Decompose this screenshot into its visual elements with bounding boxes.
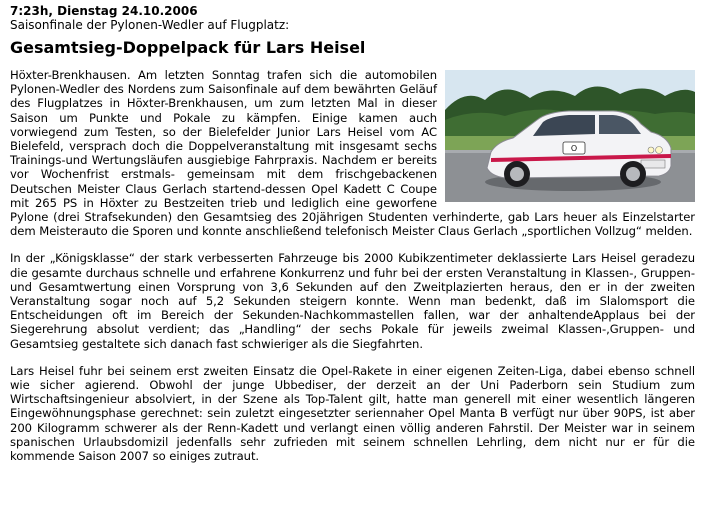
race-car-photo: [445, 70, 695, 202]
article-headline: Gesamtsieg-Doppelpack für Lars Heisel: [10, 38, 366, 57]
article-paragraph-1: Höxter-Brenkhausen. Am letzten Sonntag trafen sich die automobilen Pylonen-Wedler des Nordens zum Saisonfinale auf dem bewährten Geläuf des Flugplatzes in Höxter-Brenkhausen, um zum letzten Mal in dieser Saison um Punkte und Pokale zu kämpfen. Einige kamen auch vorwiegend zum Testen, so der Bielefelder Junior Lars Heisel vom AC Bielefeld, versprach doch die Doppelveranstaltung mit insgesamt sechs Trainings-und Wertungsläufen ausgiebige Fahrpraxis. Nachdem er bereits vor Wochenfrist erstmals- gemeinsam mit dem frischgebackenen Deutschen Meister Claus Gerlach startend-dessen Opel Kadett C Coupe mit 265 PS in Höxter zu Bestzeiten trieb und lediglich eine geworfene Pylone (drei Strafsekunden) den Gesamtsieg des 20jährigen Studenten verhinderte, gab Lars heuer als Einzelstarter dem Meisterauto die Sporen und konnte anschließend telefonisch Meister Claus Gerlach „sportlichen Vollzug“ melden.: [10, 68, 695, 239]
svg-text:O: O: [570, 144, 578, 153]
article-dateline: 7:23h, Dienstag 24.10.2006: [10, 4, 198, 18]
article-paragraph-3: Lars Heisel fuhr bei seinem erst zweiten Einsatz die Opel-Rakete in einer eigenen Zeiten-Liga, dabei ebenso schnell wie sicher agierend. Obwohl der junge Ubbediser, der derzeit an der Uni Paderborn sein Studium zum Wirtschaftsingenieur absolviert, in der Szene als Top-Talent gilt, hatte man generell mit einer wesentlich längeren Eingewöhnungsphase gerechnet: sein zuletzt eingesetzter seriennaher Opel Manta B verfügt nur über 90PS, ist aber 200 Kilogramm schwerer als der Renn-Kadett und verlangt einen völlig anderen Fahrstil. Der Meister war in seinem spanischen Urlaubsdomizil jedenfalls sehr zufrieden mit seinem schnellen Lehrling, dem nicht nur er für die kommende Saison 2007 so einiges zutraut.: [10, 363, 695, 464]
article-subtitle: Saisonfinale der Pylonen-Wedler auf Flugplatz:: [10, 18, 290, 32]
article-paragraph-2: In der „Königsklasse“ der stark verbesserten Fahrzeuge bis 2000 Kubikzentimeter deklassierte Lars Heisel geradezu die gesamte durchaus schnelle und erfahrene Konkurrenz und fuhr bei der ersten Veranstaltung in Klassen-, Gruppen- und Gesamtwertung einen Vorsprung von 3,6 Sekunden auf den Zweitplazierten heraus, den er in der zweiten Veranstaltung sogar noch auf 5,2 Sekunden steigern konnte. Wenn man bedenkt, daß im Slalomsport die Entscheidungen oft im Bereich der Sekunden-Nachkommastellen fallen, war der anhaltendeApplaus bei der Siegerehrung absolut verdient; das „Handling“ der sechs Pokale für jeweils zweimal Klassen-,Gruppen- und Gesamtsieg gestaltete sich danach fast schwieriger als die Siegfahrten.: [10, 251, 695, 351]
